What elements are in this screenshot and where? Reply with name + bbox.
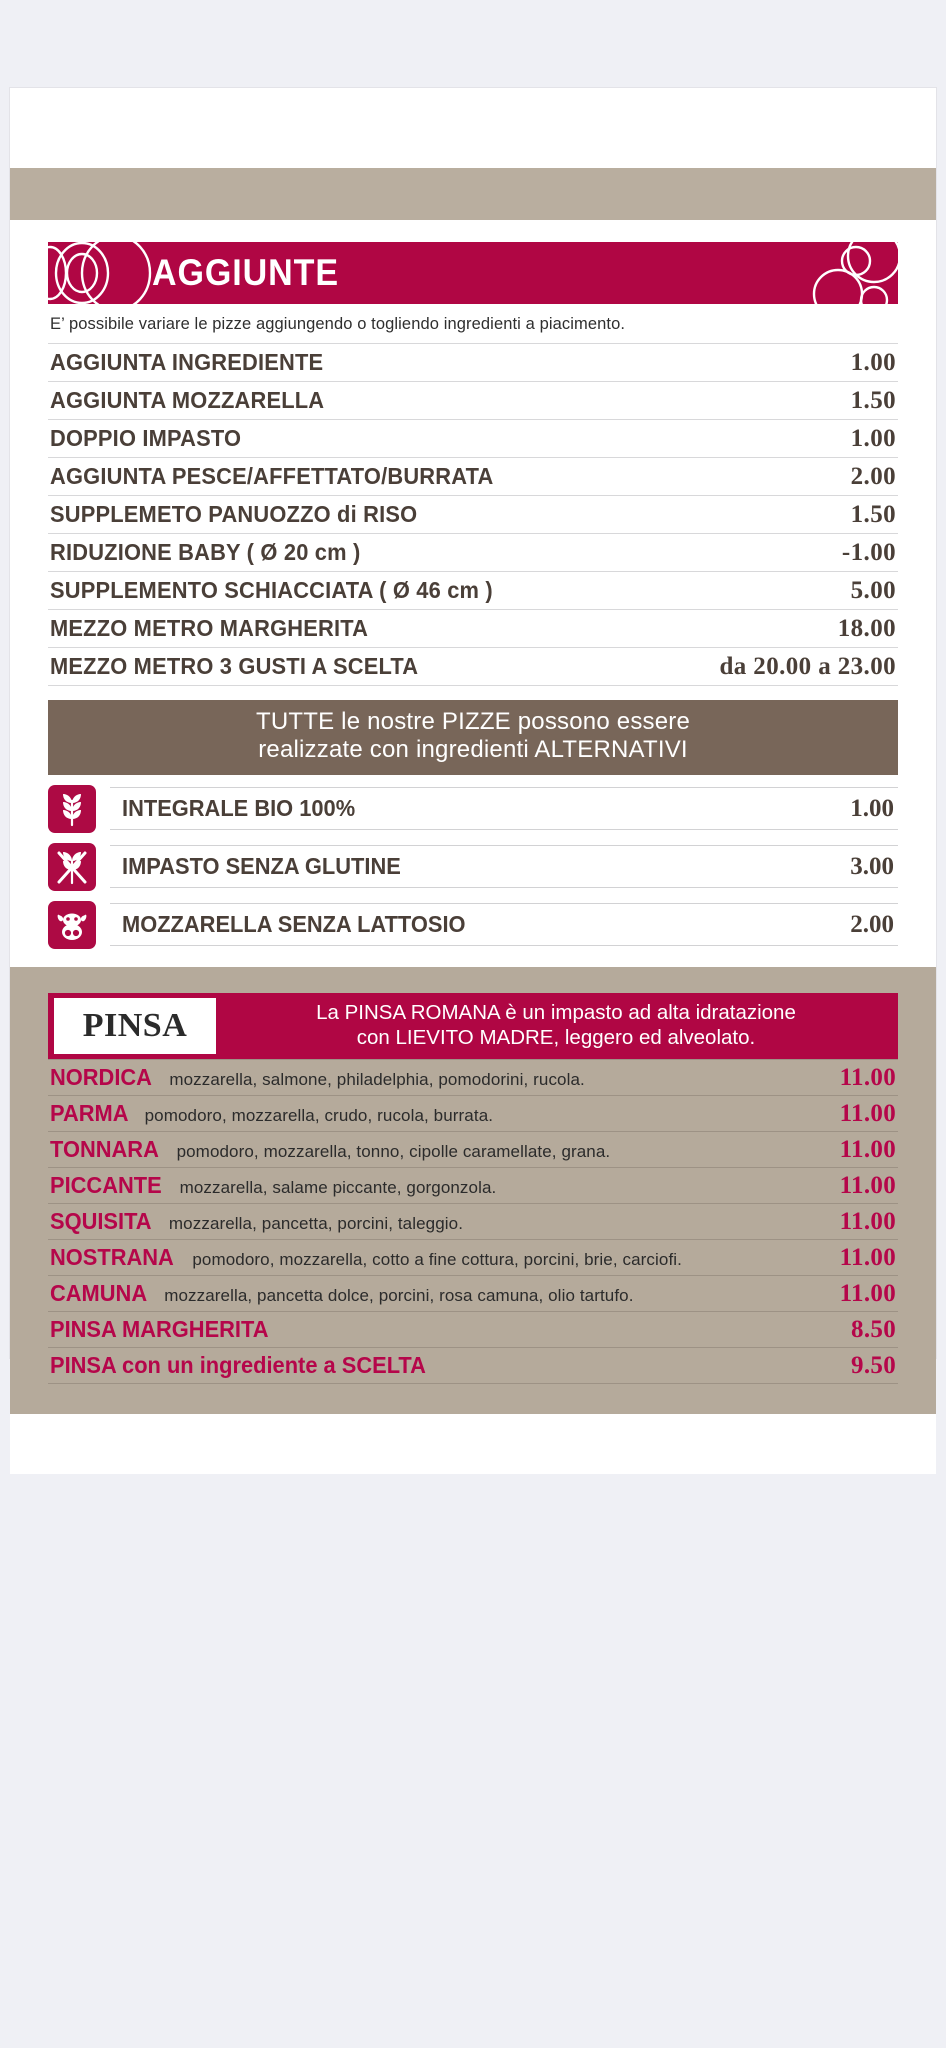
item-description: pomodoro, mozzarella, tonno, cipolle caramellate, grana. [176,1141,611,1161]
item-price: 18.00 [837,615,896,642]
item-name: NOSTRANA [50,1243,174,1270]
item-description: pomodoro, mozzarella, crudo, rucola, burrata. [144,1105,494,1125]
table-row[interactable] [48,495,898,533]
item-name: DOPPIO IMPASTO [50,425,242,451]
item-price: 1.00 [850,425,896,452]
bottom-white-strip [10,1414,936,1474]
table-row[interactable] [48,381,898,419]
pinsa-logo: PINSA [54,998,216,1054]
item-description: mozzarella, salame piccante, gorgonzola. [179,1177,497,1197]
item-name: MEZZO METRO 3 GUSTI A SCELTA [50,653,419,679]
aggiunte-list [48,343,898,686]
aggiunte-section [10,242,936,949]
table-row[interactable] [48,1167,898,1203]
item-description: mozzarella, pancetta dolce, porcini, rosa camuna, olio tartufo. [164,1285,634,1305]
item-price: 11.00 [839,1063,896,1091]
table-row[interactable] [48,1131,898,1167]
wheat-icon [48,785,96,833]
aggiunte-banner [48,242,898,304]
list-item[interactable] [48,785,898,833]
alt-item-body [110,845,898,888]
table-row[interactable] [48,647,898,686]
alt-banner-line-1: TUTTE le nostre PIZZE possono essere [255,708,691,735]
alt-banner-line-2: realizzate con ingredienti ALTERNATIVI [258,735,688,763]
item-name: SQUISITA [50,1207,152,1234]
table-row[interactable] [48,1095,898,1131]
top-white-strip-2 [10,220,936,242]
item-price: 1.50 [850,501,896,528]
pinsa-description [216,1001,898,1050]
table-row[interactable] [48,571,898,609]
item-price: 11.00 [839,1207,896,1235]
table-row[interactable] [48,343,898,381]
item-name: AGGIUNTA INGREDIENTE [50,349,324,375]
page-title: AGGIUNTE [152,252,340,293]
table-row[interactable] [48,419,898,457]
pinsa-desc-line-2: con LIEVITO MADRE, leggero ed alveolato. [356,1025,756,1049]
alternative-ingredients-banner [48,700,898,775]
table-row[interactable] [48,1239,898,1275]
item-price: 5.00 [850,577,896,604]
list-item[interactable] [48,901,898,949]
table-row[interactable] [48,457,898,495]
table-row[interactable] [48,1203,898,1239]
item-description: mozzarella, pancetta, porcini, taleggio. [168,1213,464,1233]
item-description: pomodoro, mozzarella, cotto a fine cottura, porcini, brie, carciofi. [192,1249,682,1269]
item-name: SUPPLEMENTO SCHIACCIATA ( Ø 46 cm ) [50,577,493,603]
item-price: 2.00 [850,911,894,939]
item-price: 11.00 [839,1243,896,1271]
item-name: MEZZO METRO MARGHERITA [50,615,369,641]
item-name: AGGIUNTA PESCE/AFFETTATO/BURRATA [50,463,494,489]
item-price: 2.00 [850,463,896,490]
circles-decoration-right [778,242,898,304]
table-row[interactable] [48,1347,898,1384]
item-price: 11.00 [839,1279,896,1307]
pinsa-desc-line-1: La PINSA ROMANA è un impasto ad alta idratazione [316,1001,796,1025]
alt-item-body [110,787,898,830]
pinsa-list [48,1059,898,1384]
top-tan-strip [10,168,936,220]
item-price: 11.00 [839,1171,896,1199]
item-name: TONNARA [50,1135,159,1162]
menu-card [10,88,936,1379]
table-row[interactable] [48,1311,898,1347]
item-price: da 20.00 a 23.00 [719,653,896,680]
item-name: SUPPLEMETO PANUOZZO di RISO [50,501,418,527]
alt-item-body [110,903,898,946]
table-row[interactable] [48,609,898,647]
pinsa-header [48,993,898,1059]
item-price: 9.50 [851,1351,896,1379]
table-row[interactable] [48,1059,898,1095]
item-name: INTEGRALE BIO 100% [122,795,356,822]
item-price: 11.00 [839,1099,896,1127]
item-price: 1.00 [850,349,896,376]
item-name: PINSA con un ingrediente a SCELTA [50,1351,426,1378]
item-name: NORDICA [50,1063,152,1090]
list-item[interactable] [48,843,898,891]
item-price: 8.50 [851,1315,896,1343]
item-price: -1.00 [841,539,896,566]
item-name: MOZZARELLA SENZA LATTOSIO [122,911,466,938]
alternative-options-list [48,785,898,949]
item-name: IMPASTO SENZA GLUTINE [122,853,401,880]
item-name: RIDUZIONE BABY ( Ø 20 cm ) [50,539,361,565]
item-price: 1.50 [850,387,896,414]
table-row[interactable] [48,533,898,571]
item-description: mozzarella, salmone, philadelphia, pomodorini, rucola. [169,1069,585,1089]
item-name: AGGIUNTA MOZZARELLA [50,387,325,413]
top-white-strip [10,88,936,168]
cow-icon [48,901,96,949]
item-name: CAMUNA [50,1279,148,1306]
aggiunte-intro-text: E’ possibile variare le pizze aggiungendo o togliendo ingredienti a piacimento. [50,315,626,333]
item-price: 3.00 [850,853,894,881]
item-price: 1.00 [850,795,894,823]
table-row[interactable] [48,1275,898,1311]
item-price: 11.00 [839,1135,896,1163]
item-name: PARMA [50,1099,129,1126]
pinsa-section [10,967,936,1414]
item-name: PICCANTE [50,1171,162,1198]
item-name: PINSA MARGHERITA [50,1315,269,1342]
wheat-crossed-icon [48,843,96,891]
